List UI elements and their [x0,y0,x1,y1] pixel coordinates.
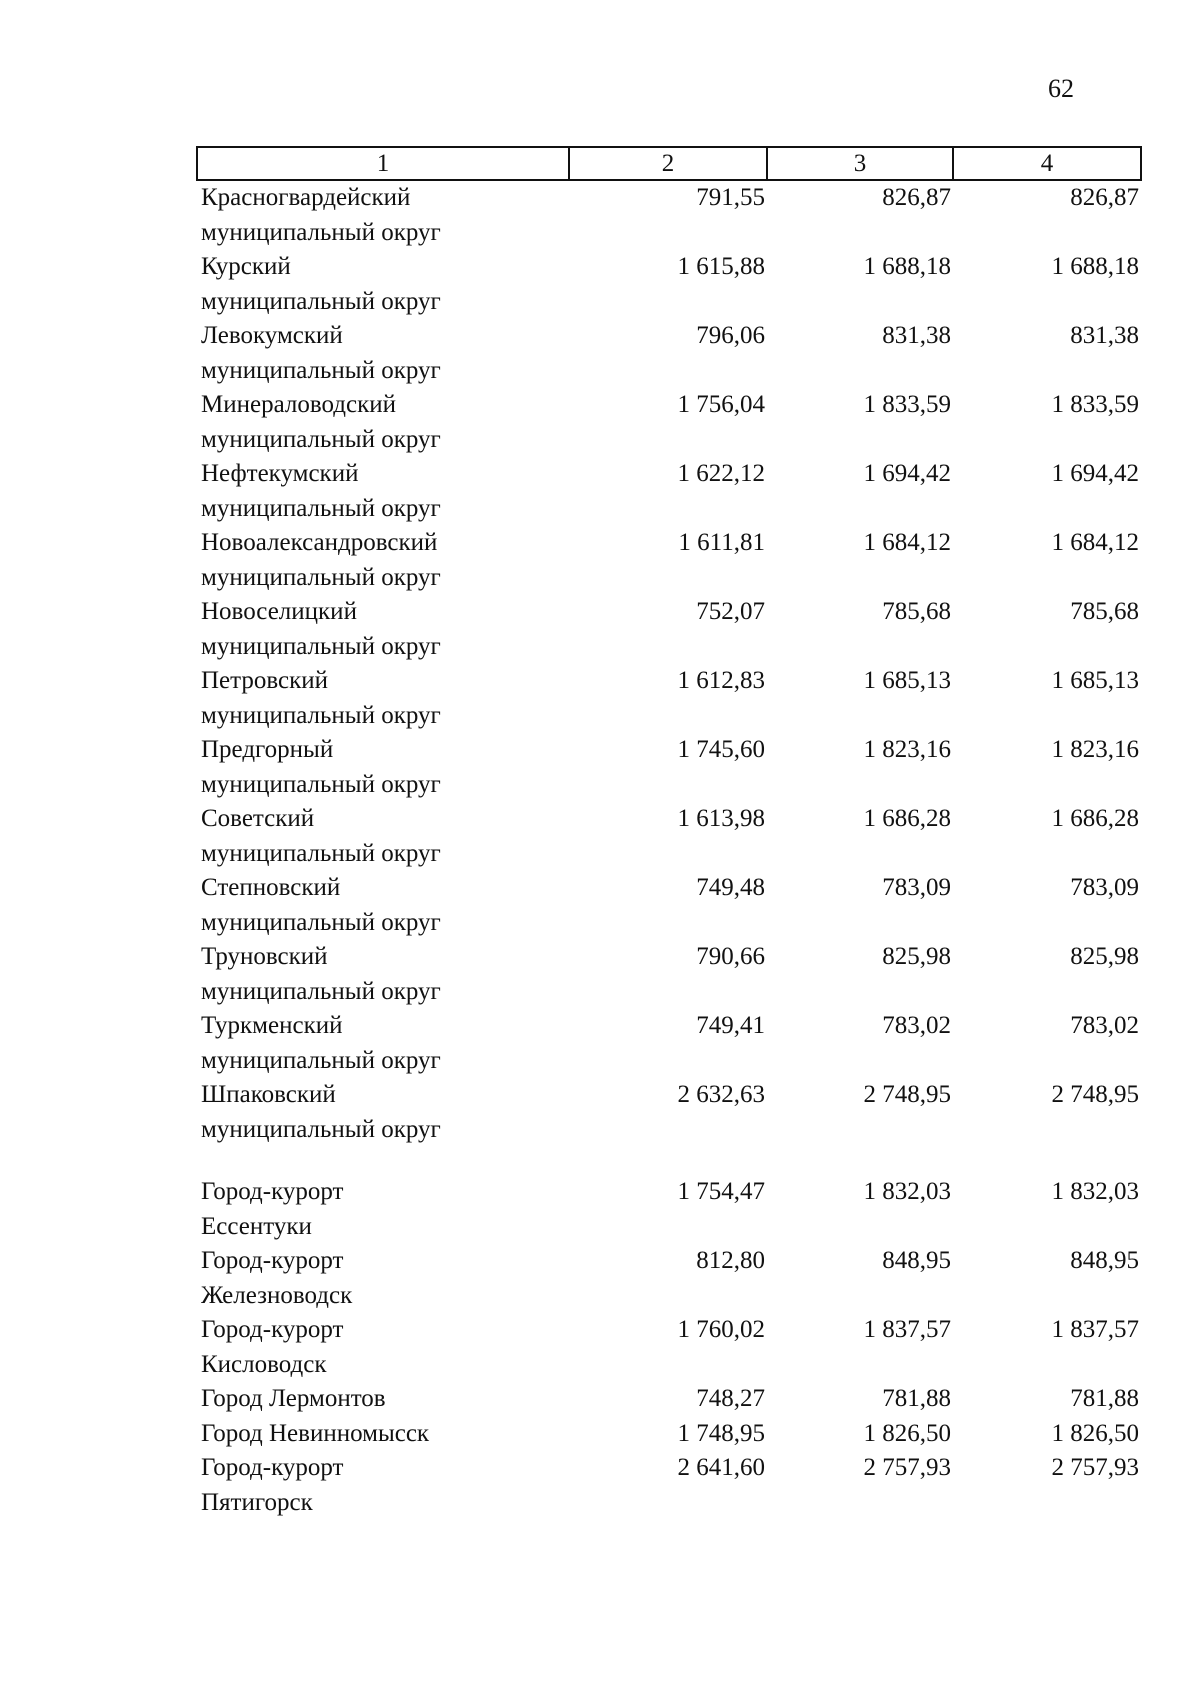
table-row [197,1078,1141,1147]
value-cell-col4: 1 823,16 [1051,736,1139,763]
table-row [197,526,1141,595]
value-cell-col3: 2 757,93 [863,1454,951,1481]
municipality-name-line: Предгорный [201,736,334,763]
municipality-name-line: муниципальный округ [201,1115,441,1143]
municipality-name-line: муниципальный округ [201,908,441,936]
municipality-name-line: Шпаковский [201,1081,336,1108]
municipality-name-cell [197,664,569,733]
municipality-name-cell [197,526,569,595]
value-cell-col4: 825,98 [1070,943,1139,970]
table-body [197,180,1141,1520]
table-row [197,871,1141,940]
table-row [197,1382,1141,1417]
value-cell-col4: 2 757,93 [1051,1454,1139,1481]
header-cell-1: 1 [197,147,569,180]
value-cell-col4: 783,09 [1070,874,1139,901]
municipality-name-cell [197,1078,569,1147]
municipality-name-cell [197,940,569,1009]
value-cell-col3: 826,87 [882,184,951,211]
value-cell-col3: 2 748,95 [863,1081,951,1108]
value-cell-col3: 1 694,42 [863,460,951,487]
municipality-name-line: Минераловодский [201,391,397,418]
value-cell-col2: 812,80 [696,1247,765,1274]
table-row [197,1451,1141,1520]
value-cell-col2: 749,48 [696,874,765,901]
value-cell-col3: 1 823,16 [863,736,951,763]
value-cell-col2: 2 632,63 [677,1081,765,1108]
municipality-name-line: муниципальный округ [201,977,441,1005]
municipality-name-line: Кисловодск [201,1350,327,1378]
value-cell-col4: 1 826,50 [1051,1419,1139,1447]
table-row [197,664,1141,733]
municipality-name-line: муниципальный округ [201,701,441,729]
municipality-name-cell [197,733,569,802]
value-cell-col3: 783,09 [882,874,951,901]
municipality-name-line: Степновский [201,874,341,901]
value-cell-col4: 1 688,18 [1051,253,1139,280]
value-cell-col4: 2 748,95 [1051,1081,1139,1108]
table-row [197,1417,1141,1452]
municipality-name-cell [197,1313,569,1382]
municipality-name-cell [197,595,569,664]
value-cell-col2: 1 754,47 [677,1178,765,1205]
value-cell-col2: 748,27 [696,1385,765,1412]
municipality-name-line: муниципальный округ [201,287,441,315]
municipality-name-cell [197,1382,569,1417]
municipality-name-line: Ессентуки [201,1212,312,1240]
value-cell-col2: 791,55 [696,184,765,211]
value-cell-col2: 1 745,60 [677,736,765,763]
value-cell-col2: 1 611,81 [678,529,765,556]
municipality-name-line: Туркменский [201,1012,343,1039]
value-cell-col4: 1 685,13 [1051,667,1139,694]
value-cell-col4: 785,68 [1070,598,1139,625]
value-cell-col2: 1 615,88 [677,253,765,280]
value-cell-col2: 1 756,04 [677,391,765,418]
value-cell-col3: 825,98 [882,943,951,970]
municipality-name-line: муниципальный округ [201,218,441,246]
table-row [197,940,1141,1009]
municipality-name-line: муниципальный округ [201,632,441,660]
spacer-cell [953,1147,1141,1175]
value-cell-col4: 1 832,03 [1051,1178,1139,1205]
municipality-name-line: Советский [201,805,315,832]
value-cell-col3: 1 685,13 [863,667,951,694]
value-cell-col4: 1 684,12 [1051,529,1139,556]
municipality-name-cell [197,319,569,388]
municipality-name-line: Город-курорт [201,1454,344,1481]
value-cell-col2: 1 612,83 [677,667,765,694]
value-cell-col3: 1 684,12 [863,529,951,556]
municipality-name-cell [197,1175,569,1244]
municipality-name-line: Левокумский [201,322,343,349]
header-row [197,147,1141,180]
value-cell-col3: 781,88 [882,1385,951,1412]
value-cell-col2: 2 641,60 [677,1454,765,1481]
spacer-cell [767,1147,953,1175]
table-row [197,1244,1141,1313]
value-cell-col2: 1 748,95 [677,1419,765,1447]
table-header [197,147,1141,180]
value-cell-col4: 848,95 [1070,1247,1139,1274]
municipality-name-cell [197,1244,569,1313]
value-cell-col2: 1 613,98 [677,805,765,832]
value-cell-col3: 785,68 [882,598,951,625]
municipality-name-line: Труновский [201,943,328,970]
value-cell-col2: 790,66 [696,943,765,970]
value-cell-col4: 831,38 [1070,322,1139,349]
header-cell-3: 3 [767,147,953,180]
value-cell-col4: 1 833,59 [1051,391,1139,418]
municipality-name-cell [197,871,569,940]
value-cell-col2: 796,06 [696,322,765,349]
municipality-name-line: муниципальный округ [201,356,441,384]
municipality-name-cell [197,388,569,457]
municipality-name-line: Петровский [201,667,329,694]
header-cell-4: 4 [953,147,1141,180]
header-cell-2: 2 [569,147,767,180]
municipality-name-line: Красногвардейский [201,184,411,211]
municipality-name-line: Город Невинномысск [201,1419,430,1447]
municipality-name-line: муниципальный округ [201,563,441,591]
municipality-name-cell [197,1009,569,1078]
value-cell-col3: 1 837,57 [863,1316,951,1343]
value-cell-col3: 1 686,28 [863,805,951,832]
municipality-name-line: муниципальный округ [201,494,441,522]
value-cell-col3: 848,95 [882,1247,951,1274]
municipality-name-line: Город-курорт [201,1178,344,1205]
data-table [196,146,1142,1520]
municipality-name-line: муниципальный округ [201,1046,441,1074]
value-cell-col3: 783,02 [882,1012,951,1039]
municipality-name-line: Город Лермонтов [201,1385,386,1412]
table-row [197,1313,1141,1382]
table-row [197,802,1141,871]
value-cell-col3: 1 832,03 [863,1178,951,1205]
municipality-name-line: Курский [201,253,291,280]
spacer-cell [197,1147,569,1175]
table-row [197,388,1141,457]
value-cell-col3: 1 688,18 [863,253,951,280]
page-number: 62 [1048,74,1074,103]
value-cell-col2: 749,41 [696,1012,765,1039]
table-row [197,319,1141,388]
value-cell-col3: 1 833,59 [863,391,951,418]
table-row [197,457,1141,526]
municipality-name-line: муниципальный округ [201,839,441,867]
table-row [197,733,1141,802]
table-row [197,250,1141,319]
table-row [197,595,1141,664]
municipality-name-cell [197,1451,569,1520]
value-cell-col4: 781,88 [1070,1385,1139,1412]
municipality-name-line: Новоселицкий [201,598,357,625]
municipality-name-cell [197,457,569,526]
value-cell-col3: 1 826,50 [863,1419,951,1447]
municipality-name-line: муниципальный округ [201,770,441,798]
table-row [197,1175,1141,1244]
municipality-name-line: муниципальный округ [201,425,441,453]
table-row [197,1009,1141,1078]
municipality-name-line: Новоалександровский [201,529,438,556]
municipality-name-cell [197,802,569,871]
value-cell-col4: 783,02 [1070,1012,1139,1039]
municipality-name-cell [197,180,569,250]
spacer-cell [569,1147,767,1175]
value-cell-col4: 1 694,42 [1051,460,1139,487]
value-cell-col4: 1 686,28 [1051,805,1139,832]
value-cell-col2: 752,07 [696,598,765,625]
value-cell-col4: 826,87 [1070,184,1139,211]
municipality-name-cell [197,250,569,319]
value-cell-col3: 831,38 [882,322,951,349]
municipality-name-line: Нефтекумский [201,460,359,487]
table-row [197,180,1141,250]
municipality-name-line: Железноводск [201,1281,353,1309]
group-spacer-row [197,1147,1141,1175]
value-cell-col4: 1 837,57 [1051,1316,1139,1343]
value-cell-col2: 1 622,12 [677,460,765,487]
municipality-name-line: Город-курорт [201,1247,344,1274]
municipality-name-cell [197,1417,569,1452]
municipality-name-line: Город-курорт [201,1316,344,1343]
municipality-name-line: Пятигорск [201,1488,313,1516]
value-cell-col2: 1 760,02 [677,1316,765,1343]
